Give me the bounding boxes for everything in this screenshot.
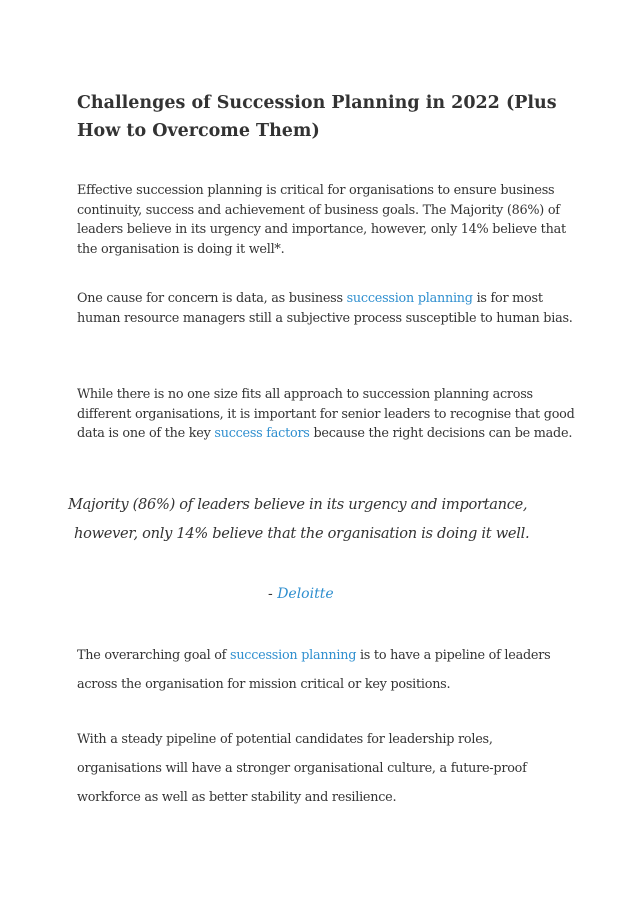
paragraph-text: because the right decisions can be made. xyxy=(309,426,573,441)
paragraph-text: is for most human resource managers still a subjective process susceptible to human bias. xyxy=(77,291,573,326)
paragraph-pipeline: With a steady pipeline of potential candidates for leadership roles, organisations will have a stronger organisational culture, a future-proof workforce as well as better stability and resilience. xyxy=(77,732,527,805)
quote-line-1: Majority (86%) of leaders believe in its urgency and importance, xyxy=(68,496,528,513)
deloitte-link[interactable]: Deloitte xyxy=(277,586,334,602)
succession-planning-link[interactable]: succession planning xyxy=(346,291,473,306)
quote-attribution xyxy=(268,584,334,604)
paragraph-text: The overarching goal of xyxy=(77,648,230,663)
paragraph-goal xyxy=(77,641,577,699)
attribution-dash: - xyxy=(268,586,278,602)
pull-quote xyxy=(68,490,588,548)
paragraph-text: is to have a pipeline of leaders across the organisation for mission critical or key positions. xyxy=(77,648,551,692)
paragraph-text: One cause for concern is data, as business xyxy=(77,291,347,306)
paragraph-approach xyxy=(77,385,577,444)
paragraph-text: While there is no one size fits all approach to succession planning across different organisations, it is important for senior leaders to recognise that good data is one of the key xyxy=(77,387,575,441)
paragraph-intro: Effective succession planning is critical for organisations to ensure business continuity, success and achievement of business goals. The Majority (86%) of leaders believe in its urgency and importance, however, only 14% believe that the organisation is doing it well*. xyxy=(77,183,566,257)
quote-line-2: however, only 14% believe that the organisation is doing it well. xyxy=(74,525,530,542)
page-title: Challenges of Succession Planning in 2022 (Plus How to Overcome Them) xyxy=(77,93,557,141)
success-factors-link[interactable]: success factors xyxy=(214,426,310,441)
paragraph-data-concern xyxy=(77,289,577,328)
succession-planning-link[interactable]: succession planning xyxy=(230,648,357,663)
